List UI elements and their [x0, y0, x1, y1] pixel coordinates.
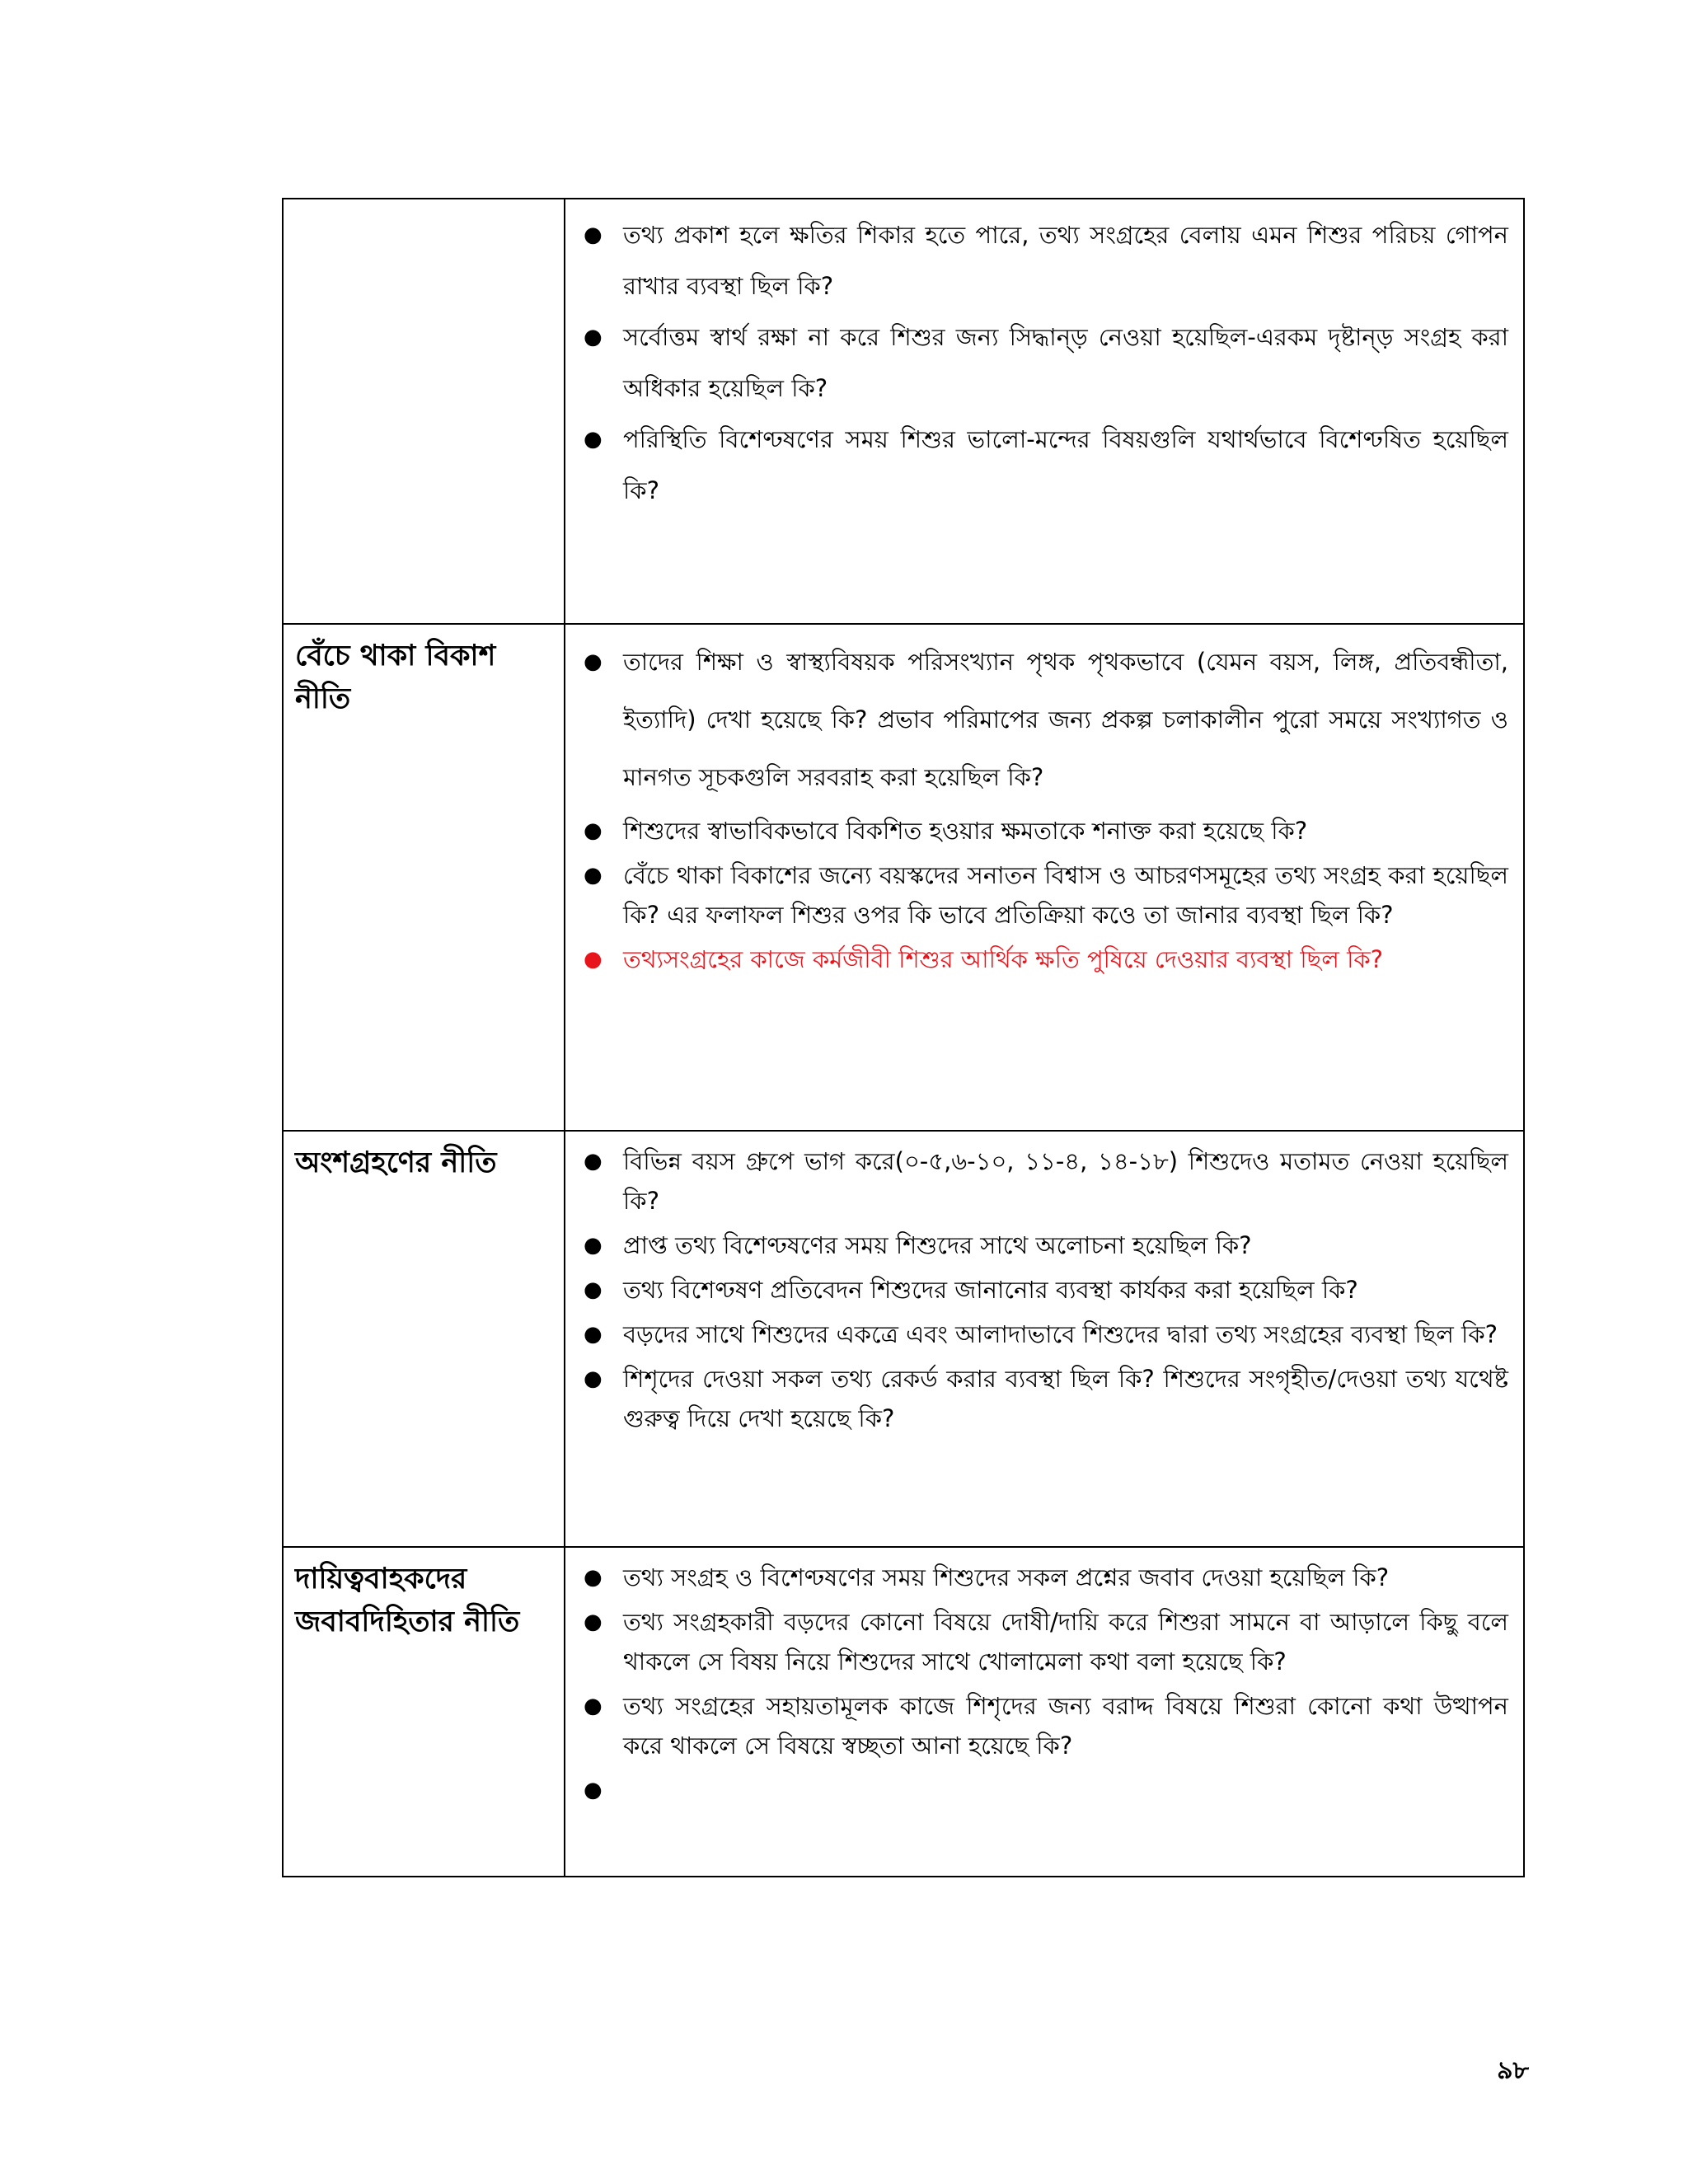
row-label: [284, 199, 564, 209]
question-list: [565, 1132, 1523, 1438]
question-list: [565, 199, 1523, 516]
row-content-cell: [565, 1131, 1524, 1547]
list-item: [584, 855, 1508, 935]
list-item: [584, 1315, 1508, 1354]
question-text: বেঁচে থাকা বিকাশের জন্যে বয়স্কদের সনাতন বিশ্বাস ও আচরণসমূহের তথ্য সংগ্রহ করা হয়েছিল কি? এর ফলাফল শিশুর ওপর কি ভাবে প্রতিক্রিয়া কওে তা জানার ব্যবস্থা ছিল কি?: [623, 861, 1508, 929]
question-text: পরিস্থিতি বিশেণ্ঢষণের সময় শিশুর ভালো-মন্দের বিষয়গুলি যথার্থভাবে বিশেণ্ঢষিত হয়েছিল কি?: [623, 425, 1508, 504]
question-text: তথ্য প্রকাশ হলে ক্ষতির শিকার হতে পারে, তথ্য সংগ্রহের বেলায় এমন শিশুর পরিচয় গোপন রাখার ব্যবস্থা ছিল কি?: [623, 221, 1508, 300]
row-content-cell: [565, 624, 1524, 1131]
list-item: [584, 209, 1508, 312]
row-label-cell: [283, 199, 565, 624]
row-label: দায়িত্ববাহকদের জবাবদিহিতার নীতি: [295, 1563, 520, 1638]
row-label-cell: [283, 1131, 565, 1547]
row-content-cell: [565, 199, 1524, 624]
question-text: বড়দের সাথে শিশুদের একত্রে এবং আলাদাভাবে শিশুদের দ্বারা তথ্য সংগ্রহের ব্যবস্থা ছিল কি?: [623, 1320, 1498, 1348]
bullet-icon: ●: [584, 1233, 603, 1258]
bullet-icon: ●: [584, 1694, 603, 1718]
list-item: [584, 414, 1508, 516]
table-row: [283, 624, 1524, 1131]
bullet-icon: ●: [584, 1322, 603, 1347]
question-text: শিশুদের স্বাভাবিকভাবে বিকশিত হওয়ার ক্ষমতাকে শনাক্ত করা হয়েছে কি?: [623, 817, 1308, 845]
bullet-icon: ●: [584, 947, 603, 972]
list-item: [584, 940, 1508, 979]
row-label-cell: [283, 624, 565, 1131]
list-item: [584, 811, 1508, 851]
question-text: তথ্য সংগ্রহের সহায়তামূলক কাজে শিশৃদের জন্য বরাদ্দ বিষয়ে শিশুরা কোনো কথা উত্থাপন করে থাকলে সে বিষয়ে স্বচ্ছতা আনা হয়েছে কি?: [623, 1692, 1508, 1760]
table-row: [283, 199, 1524, 624]
question-text: তথ্য সংগ্রহকারী বড়দের কোনো বিষয়ে দোষী/দায়ি করে শিশুরা সামনে বা আড়ালে কিছু বলে থাকলে সে বিষয় নিয়ে শিশুদের সাথে খোলামেলা কথা বলা হয়েছে কি?: [623, 1608, 1508, 1675]
question-text: তথ্য সংগ্রহ ও বিশেণ্ঢষণের সময় শিশুদের সকল প্রশ্নের জবাব দেওয়া হয়েছিল কি?: [623, 1563, 1390, 1591]
row-label-cell: [283, 1547, 565, 1877]
list-item: [584, 633, 1508, 806]
list-item: [584, 1359, 1508, 1438]
bullet-icon: ●: [584, 1366, 603, 1391]
list-item: [584, 1770, 1508, 1810]
list-item: [584, 1686, 1508, 1765]
bullet-icon: ●: [584, 1277, 603, 1302]
question-text: তথ্য বিশেণ্ঢষণ প্রতিবেদন শিশুদের জানানোর ব্যবস্থা কার্যকর করা হয়েছিল কি?: [623, 1276, 1358, 1304]
table-row: [283, 1547, 1524, 1877]
question-text: বিভিন্ন বয়স গ্রুপে ভাগ করে(০-৫,৬-১০, ১১-৪, ১৪-১৮) শিশুদেও মতামত নেওয়া হয়েছিল কি?: [623, 1147, 1508, 1215]
page-number: ৯৮: [1497, 2056, 1529, 2085]
bullet-icon: ●: [584, 1565, 603, 1590]
question-text: তথ্যসংগ্রহের কাজে কর্মজীবী শিশুর আর্থিক ক্ষতি পুষিয়ে দেওয়ার ব্যবস্থা ছিল কি?: [623, 945, 1384, 973]
bullet-icon: ●: [584, 1778, 603, 1802]
bullet-icon: ●: [584, 649, 603, 674]
bullet-icon: ●: [584, 1149, 603, 1174]
list-item: [584, 1270, 1508, 1310]
row-label: অংশগ্রহণের নীতি: [295, 1146, 497, 1179]
bullet-icon: ●: [584, 223, 603, 247]
bullet-icon: ●: [584, 1610, 603, 1634]
bullet-icon: ●: [584, 818, 603, 843]
row-content-cell: [565, 1547, 1524, 1877]
list-item: [584, 1558, 1508, 1597]
bullet-icon: ●: [584, 427, 603, 452]
question-text: সর্বোত্তম স্বার্থ রক্ষা না করে শিশুর জন্য সিদ্ধান্ড় নেওয়া হয়েছিল-এরকম দৃষ্টান্ড় সংগ্রহ করা অধিকার হয়েছিল কি?: [623, 323, 1508, 402]
list-item: [584, 1226, 1508, 1265]
question-text: প্রাপ্ত তথ্য বিশেণ্ঢষণের সময় শিশুদের সাথে অলোচনা হয়েছিল কি?: [623, 1231, 1252, 1259]
list-item: [584, 1141, 1508, 1221]
list-item: [584, 1602, 1508, 1681]
table-row: [283, 1131, 1524, 1547]
question-list: [565, 625, 1523, 979]
question-text: তাদের শিক্ষা ও স্বাস্থ্যবিষয়ক পরিসংখ্যান পৃথক পৃথকভাবে (যেমন বয়স, লিঙ্গ, প্রতিবন্ধীতা, ইত্যাদি) দেখা হয়েছে কি? প্রভাব পরিমাপের জন্য প্রকল্প চলাকালীন পুরো সময়ে সংখ্যাগত ও মানগত সূচকগুলি সরবরাহ করা হয়েছিল কি?: [623, 648, 1508, 791]
question-text: শিশৃদের দেওয়া সকল তথ্য রেকর্ড করার ব্যবস্থা ছিল কি? শিশুদের সংগৃহীত/দেওয়া তথ্য যথেষ্ট গুরুত্ব দিয়ে দেখা হয়েছে কি?: [623, 1365, 1508, 1432]
question-list: [565, 1548, 1523, 1810]
row-label: বেঁচে থাকা বিকাশ নীতি: [295, 640, 496, 715]
bullet-icon: ●: [584, 325, 603, 349]
principles-checklist-table: [282, 198, 1525, 1877]
list-item: [584, 312, 1508, 414]
bullet-icon: ●: [584, 863, 603, 888]
